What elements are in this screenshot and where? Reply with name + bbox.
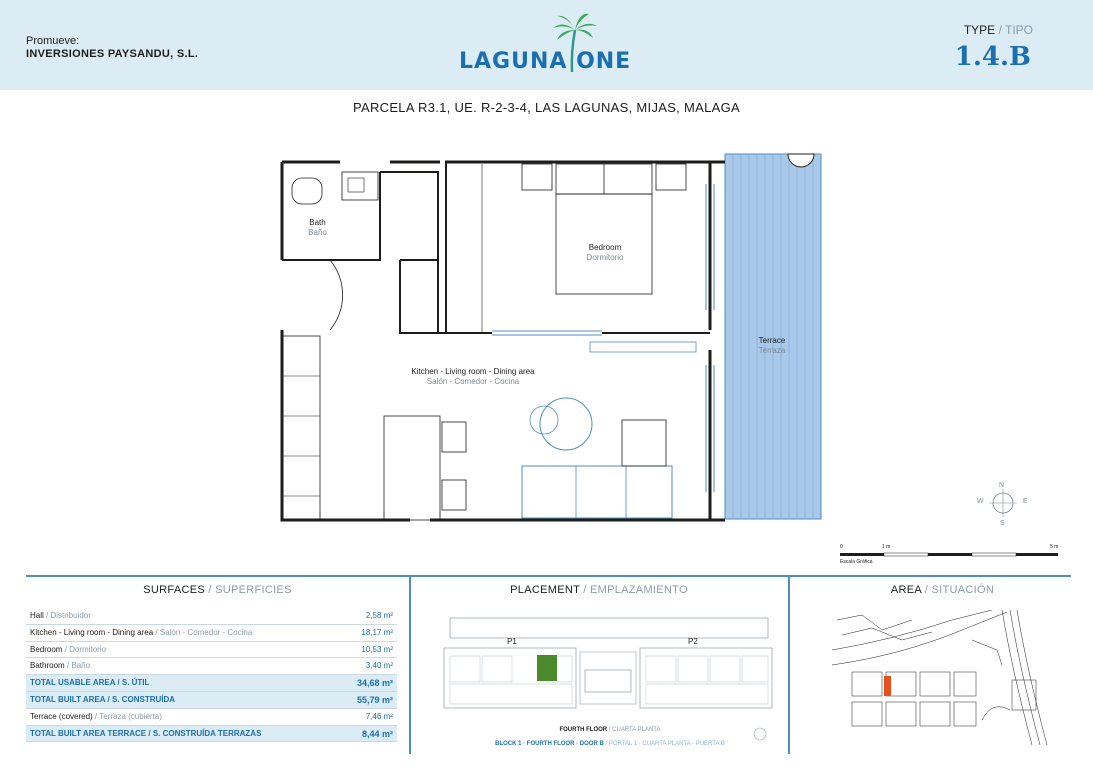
sofa	[522, 466, 672, 518]
scale-bar	[838, 546, 1060, 568]
surface-label-es: Distribuidor	[50, 611, 91, 620]
type-value: 1.4.B	[954, 42, 1031, 72]
room-bedroom-es: Dormitorio	[586, 253, 624, 262]
highlighted-unit	[537, 655, 557, 681]
placement-p2: P2	[688, 637, 698, 646]
highlighted-plot	[884, 676, 891, 696]
toilet-fixture	[292, 178, 322, 204]
placement-title: PLACEMENT / EMPLAZAMIENTO	[510, 584, 688, 596]
surface-row-label: TOTAL BUILT AREA TERRACE / S. CONSTRUÍDA TERRAZAS	[30, 728, 262, 738]
surface-row	[26, 675, 397, 692]
promoter-name: INVERSIONES PAYSANDU, S.L.	[26, 48, 199, 60]
surface-label-en: Bathroom	[30, 661, 65, 671]
surface-value: 7,46 m²	[365, 711, 393, 721]
header-band	[0, 0, 1093, 90]
placement-title-en: PLACEMENT	[510, 584, 580, 596]
laguna-one-logo	[455, 12, 645, 74]
room-terrace-en: Terrace	[758, 336, 786, 345]
nightstand-right	[656, 164, 686, 190]
surface-label-en: TOTAL BUILT AREA TERRACE	[30, 728, 147, 738]
surface-value: 10,53 m²	[361, 644, 393, 654]
surface-row-label: Bathroom / Baño	[30, 661, 91, 671]
interior-walls	[282, 162, 710, 333]
surface-value: 8,44 m²	[361, 728, 393, 739]
placement-floor-en: FOURTH FLOOR	[559, 727, 608, 733]
surface-value: 34,68 m²	[356, 678, 393, 689]
surface-label-es: Terraza (cubierta)	[99, 711, 162, 721]
room-bedroom-en: Bedroom	[588, 243, 622, 252]
surface-label-es: S. ÚTIL	[121, 678, 150, 688]
surface-row	[26, 625, 397, 642]
room-bath-es: Baño	[308, 228, 327, 237]
surface-row-label: Terrace (covered) / Terraza (cubierta)	[30, 711, 162, 721]
placement-caption-es: PORTAL 1 · CUARTA PLANTA · PUERTA B	[608, 741, 725, 747]
surface-row	[26, 726, 397, 743]
wardrobe	[590, 342, 696, 352]
surface-label-en: Kitchen - Living room - Dining area	[30, 627, 154, 637]
stool	[442, 422, 466, 452]
surface-value: 55,79 m²	[356, 694, 393, 705]
room-bath-en: Bath	[309, 218, 326, 227]
surface-label-es: Dormitorio	[69, 644, 107, 654]
placement-floor: FOURTH FLOOR / CUARTA PLANTA	[559, 727, 661, 733]
room-label-terrace	[744, 336, 800, 356]
surfaces-table	[26, 608, 397, 742]
room-kitchen-en: Kitchen - Living room - Dining area	[411, 367, 535, 376]
placement-p1: P1	[507, 637, 517, 646]
surface-row-label: Hall / Distribuidor	[30, 611, 91, 620]
surface-row-label: TOTAL USABLE AREA / S. ÚTIL	[30, 678, 150, 688]
surface-row	[26, 608, 397, 625]
scale-mid: 1 m	[882, 544, 891, 550]
placement-title-es: EMPLAZAMIENTO	[590, 584, 688, 596]
surface-row	[26, 692, 397, 709]
surface-label-en: TOTAL BUILT AREA	[30, 694, 106, 704]
promoter-label: Promueve:	[26, 35, 80, 47]
surface-label-en: Bedroom	[30, 644, 63, 654]
surface-row	[26, 658, 397, 675]
armchair	[622, 420, 666, 466]
surface-row-label: Kitchen - Living room - Dining area / Salón - Comedor - Cocina	[30, 627, 253, 637]
area-map-drawing	[832, 610, 1052, 745]
room-kitchen-es: Salón - Comedor - Cocina	[426, 377, 520, 386]
compass-icon	[975, 485, 1035, 530]
windows	[492, 184, 714, 492]
compass-s: S	[1000, 520, 1005, 527]
floor-plan	[270, 150, 830, 525]
surface-row-label: TOTAL BUILT AREA / S. CONSTRUÍDA	[30, 694, 176, 704]
scale-start: 0	[840, 544, 843, 550]
room-label-bath	[295, 218, 340, 238]
compass-rose	[975, 482, 1035, 530]
surfaces-title-es: SUPERFICIES	[215, 584, 292, 596]
area-map	[832, 610, 1052, 745]
scale-end: 5 m	[1050, 544, 1059, 550]
surface-label-en: Hall	[30, 611, 44, 620]
surface-label-es: S. CONSTRUÍDA	[111, 694, 176, 704]
column-divider	[409, 577, 411, 754]
surface-row-label: Bedroom / Dormitorio	[30, 644, 107, 654]
surfaces-title-en: SURFACES	[143, 584, 205, 596]
surfaces-title: SURFACES / SUPERFICIES	[143, 584, 292, 596]
placement-caption-en: BLOCK 1 · FOURTH FLOOR · DOOR B	[495, 741, 604, 747]
placement-plan	[440, 608, 780, 748]
section-divider	[26, 575, 1071, 577]
type-label-es: TIPO	[1004, 23, 1033, 37]
surface-label-es: Salón - Comedor - Cocina	[159, 627, 253, 637]
compass-e: E	[1023, 498, 1028, 505]
compass-w: W	[977, 498, 984, 505]
type-label-en: TYPE	[963, 23, 996, 37]
placement-caption: BLOCK 1 · FOURTH FLOOR · DOOR B / PORTAL 1 · CUARTA PLANTA · PUERTA B	[495, 741, 725, 747]
surface-label-es: Baño	[71, 661, 91, 671]
placement-floor-es: CUARTA PLANTA	[612, 727, 661, 733]
washbasin-fixture	[342, 172, 378, 200]
area-title-es: SITUACIÓN	[931, 584, 995, 596]
nightstand-left	[522, 164, 552, 190]
surface-value: 18,17 m²	[361, 627, 393, 637]
entry-door-swing	[330, 260, 343, 330]
stool	[442, 480, 466, 510]
surface-label-en: Terrace (covered)	[30, 711, 93, 721]
parcel-address: PARCELA R3.1, UE. R-2-3-4, LAS LAGUNAS, MIJAS, MALAGA	[352, 100, 740, 115]
surface-row	[26, 709, 397, 726]
column-divider	[788, 577, 790, 754]
dining-table	[540, 398, 592, 450]
surface-label-en: TOTAL USABLE AREA	[30, 678, 116, 688]
kitchen-island	[384, 416, 440, 520]
logo-text: LAGUNA ONE	[459, 49, 632, 74]
surface-value: 3,40 m²	[365, 661, 393, 671]
scale-bar-graphic	[838, 547, 1060, 559]
room-terrace-es: Terraza	[758, 346, 786, 355]
type-label: TYPE / TIPO	[963, 23, 1033, 37]
surface-value: 2,58 m²	[365, 611, 393, 620]
room-label-kitchen	[388, 367, 558, 387]
room-label-bedroom	[570, 243, 640, 263]
scale-caption: Escala Gráfica	[840, 559, 873, 565]
surface-label-es: S. CONSTRUÍDA TERRAZAS	[152, 728, 262, 738]
area-title-en: AREA	[890, 584, 922, 596]
compass-n: N	[999, 482, 1005, 489]
portal-2-block	[640, 648, 772, 708]
kitchen-counter	[282, 336, 320, 520]
surface-row	[26, 642, 397, 659]
area-title: AREA / SITUACIÓN	[890, 584, 995, 596]
